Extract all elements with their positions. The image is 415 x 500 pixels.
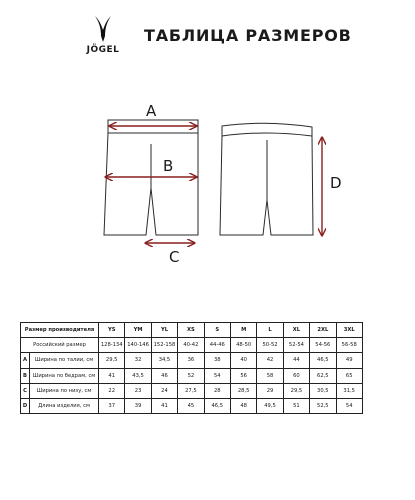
size-header-cell: XS (178, 323, 204, 338)
size-header-cell: YM (125, 323, 151, 338)
brand-logo (78, 14, 128, 55)
size-header-cell: XL (283, 323, 309, 338)
shorts-back (220, 123, 313, 235)
measurement-cell: 28 (204, 383, 230, 398)
measurement-cell: 30,5 (310, 383, 336, 398)
russian-size-cell: 54-56 (310, 338, 336, 353)
size-table-body (21, 323, 363, 414)
measurement-cell: 34,5 (151, 353, 177, 368)
measurement-cell: 39 (125, 398, 151, 413)
measurement-cell: 28,5 (230, 383, 256, 398)
measurement-cell: 49,5 (257, 398, 283, 413)
size-header-cell: 2XL (310, 323, 336, 338)
measurement-cell: 52,5 (310, 398, 336, 413)
measurement-cell: 40 (230, 353, 256, 368)
row-label: Ширина по талии, см (30, 353, 99, 368)
measurement-cell: 42 (257, 353, 283, 368)
measurement-cell: 29,5 (99, 353, 125, 368)
measurement-cell: 41 (151, 398, 177, 413)
table-row (21, 368, 363, 383)
measurement-cell: 38 (204, 353, 230, 368)
measurement-cell: 29,5 (283, 383, 309, 398)
size-header-cell: L (257, 323, 283, 338)
measurement-cell: 65 (336, 368, 362, 383)
row-marker: C (21, 383, 30, 398)
table-row-russian (21, 338, 363, 353)
russian-size-cell: 48-50 (230, 338, 256, 353)
measurement-cell: 46 (151, 368, 177, 383)
measurement-cell: 37 (99, 398, 125, 413)
measurement-cell: 44 (283, 353, 309, 368)
measurement-cell: 29 (257, 383, 283, 398)
russian-size-cell: 40-42 (178, 338, 204, 353)
measurement-cell: 36 (178, 353, 204, 368)
measurement-cell: 31,5 (336, 383, 362, 398)
jogel-emblem-icon (90, 14, 116, 44)
row-label: Ширина по низу, см (30, 383, 99, 398)
measurement-cell: 52 (178, 368, 204, 383)
measurement-cell: 48 (230, 398, 256, 413)
measurement-cell: 24 (151, 383, 177, 398)
russian-size-label: Российский размер (21, 338, 99, 353)
row-label: Ширина по бедрам, см (30, 368, 99, 383)
size-header-cell: M (230, 323, 256, 338)
measurement-cell: 41 (99, 368, 125, 383)
brand-name: JÖGEL (86, 45, 120, 55)
table-row (21, 353, 363, 368)
shorts-diagram (0, 90, 415, 280)
measurement-cell: 46,5 (204, 398, 230, 413)
measurement-cell: 46,5 (310, 353, 336, 368)
measure-b-label: B (163, 157, 174, 175)
row-marker: B (21, 368, 30, 383)
measurement-cell: 27,5 (178, 383, 204, 398)
measurement-cell: 62,5 (310, 368, 336, 383)
row-label: Длина изделия, см (30, 398, 99, 413)
measurement-cell: 60 (283, 368, 309, 383)
measurement-cell: 22 (99, 383, 125, 398)
size-header-cell: 3XL (336, 323, 362, 338)
measurement-cell: 32 (125, 353, 151, 368)
shorts-back-waistband (222, 123, 312, 136)
measurement-cell: 49 (336, 353, 362, 368)
russian-size-cell: 152-158 (151, 338, 177, 353)
measure-a-label: A (146, 102, 157, 120)
measure-d-label: D (330, 174, 342, 192)
measurement-cell: 45 (178, 398, 204, 413)
page-title: ТАБЛИЦА РАЗМЕРОВ (144, 26, 352, 45)
russian-size-cell: 50-52 (257, 338, 283, 353)
russian-size-cell: 44-46 (204, 338, 230, 353)
measurement-cell: 23 (125, 383, 151, 398)
measurement-cell: 54 (336, 398, 362, 413)
header-label: Размер производителя (21, 323, 99, 338)
measure-c-label: C (169, 248, 180, 266)
measurement-cell: 58 (257, 368, 283, 383)
table-row (21, 398, 363, 413)
measurement-cell: 56 (230, 368, 256, 383)
russian-size-cell: 56-58 (336, 338, 362, 353)
russian-size-cell: 128-134 (99, 338, 125, 353)
size-header-cell: YS (99, 323, 125, 338)
measurement-cell: 51 (283, 398, 309, 413)
measurement-cell: 43,5 (125, 368, 151, 383)
measurement-cell: 54 (204, 368, 230, 383)
row-marker: A (21, 353, 30, 368)
row-marker: D (21, 398, 30, 413)
table-row (21, 383, 363, 398)
russian-size-cell: 140-146 (125, 338, 151, 353)
size-table (20, 322, 363, 414)
russian-size-cell: 52-54 (283, 338, 309, 353)
size-header-cell: S (204, 323, 230, 338)
table-header-row (21, 323, 363, 338)
size-header-cell: YL (151, 323, 177, 338)
